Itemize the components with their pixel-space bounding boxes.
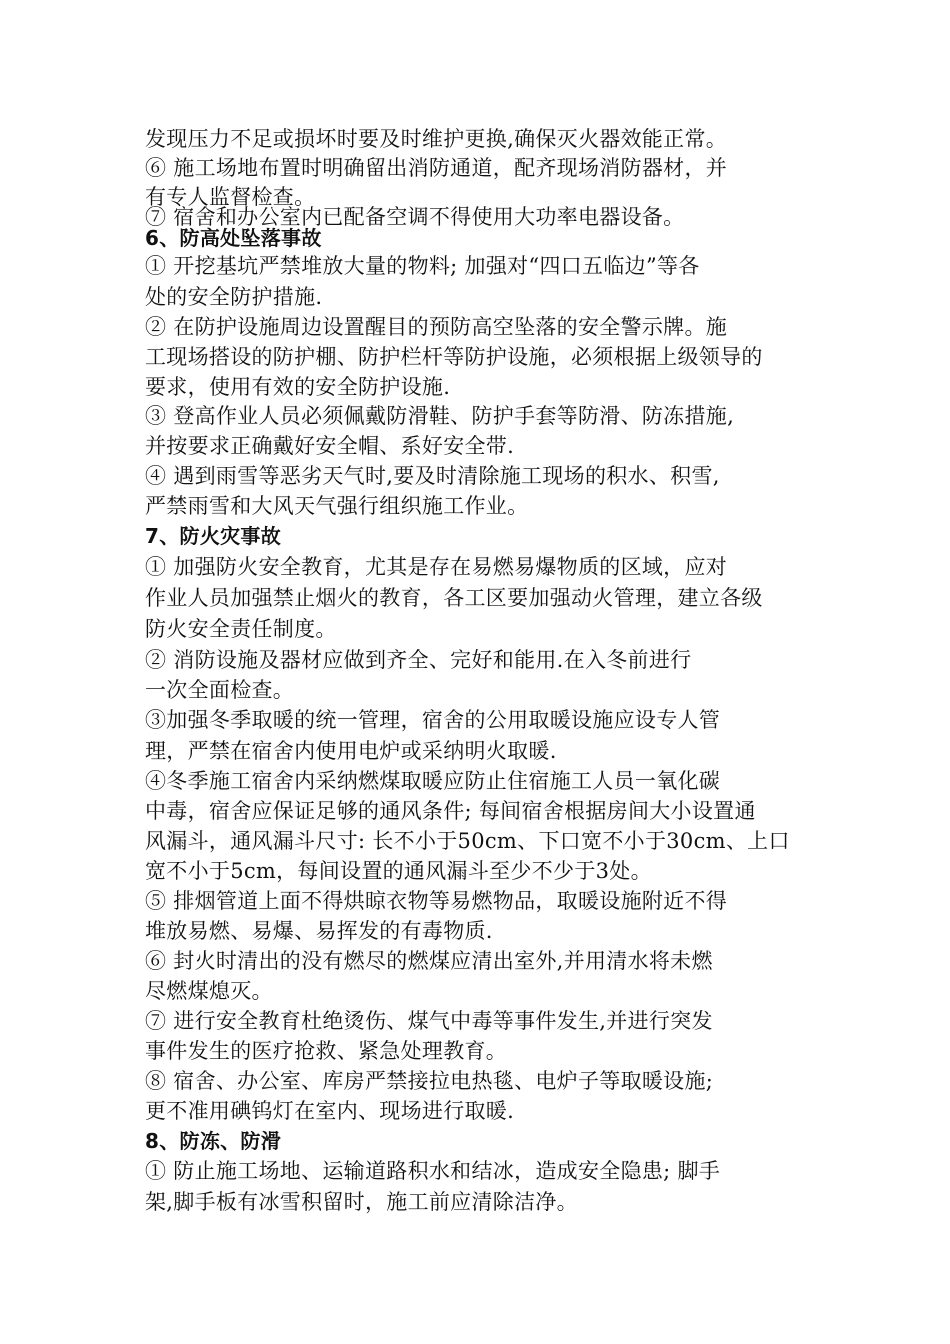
text-line: 一次全面检查。 xyxy=(145,678,295,702)
text-line: ⑦ 宿舍和办公室内已配备空调不得使用大功率电器设备。 xyxy=(145,205,685,229)
text-line: 要求，使用有效的安全防护设施. xyxy=(145,375,451,399)
text-line: 中毒，宿舍应保证足够的通风条件; 每间宿舍根据房间大小设置通 xyxy=(145,799,756,823)
text-line: 尽燃煤熄灭。 xyxy=(145,979,273,1003)
text-line: 架,脚手板有冰雪积留时，施工前应清除洁净。 xyxy=(145,1190,578,1214)
text-line: ⑦ 进行安全教育杜绝烫伤、煤气中毒等事件发生,并进行突发 xyxy=(145,1009,713,1033)
text-line: ① 防止施工场地、运输道路积水和结冰，造成安全隐患; 脚手 xyxy=(145,1159,721,1183)
section-heading-8: 8、防冻、防滑 xyxy=(145,1129,282,1153)
text-line: ③ 登高作业人员必须佩戴防滑鞋、防护手套等防滑、防冻措施, xyxy=(145,404,735,428)
text-line: ⑤ 排烟管道上面不得烘晾衣物等易燃物品，取暖设施附近不得 xyxy=(145,889,728,913)
text-line: ⑧ 宿舍、办公室、库房严禁接拉电热毯、电炉子等取暖设施; xyxy=(145,1069,714,1093)
text-line: ① 加强防火安全教育，尤其是存在易燃易爆物质的区域，应对 xyxy=(145,555,728,579)
text-line: 有专人监督检查。 xyxy=(145,185,316,209)
text-line: 更不准用碘钨灯在室内、现场进行取暖. xyxy=(145,1099,515,1123)
section-heading-7: 7、防火灾事故 xyxy=(145,524,282,548)
text-line: 事件发生的医疗抢救、紧急处理教育。 xyxy=(145,1039,508,1063)
text-line: ⑥ 封火时清出的没有燃尽的燃煤应清出室外,并用清水将未燃 xyxy=(145,949,713,973)
text-line: ⑥ 施工场地布置时明确留出消防通道，配齐现场消防器材，并 xyxy=(145,156,728,180)
text-line: ④ 遇到雨雪等恶劣天气时,要及时清除施工现场的积水、积雪, xyxy=(145,464,720,488)
text-line: ③加强冬季取暖的统一管理，宿舍的公用取暖设施应设专人管 xyxy=(145,708,721,732)
section-heading-6: 6、防高处坠落事故 xyxy=(145,226,322,250)
text-line: ② 消防设施及器材应做到齐全、完好和能用.在入冬前进行 xyxy=(145,648,692,672)
text-line: 理，严禁在宿舍内使用电炉或采纳明火取暖. xyxy=(145,739,557,763)
text-line: 发现压力不足或损坏时要及时维护更换,确保灭火器效能正常。 xyxy=(145,127,728,151)
text-line: 处的安全防护措施. xyxy=(145,285,323,309)
text-line: ② 在防护设施周边设置醒目的预防高空坠落的安全警示牌。施 xyxy=(145,315,728,339)
text-line: 风漏斗，通风漏斗尺寸: 长不小于50cm、下口宽不小于30cm、上口 xyxy=(145,829,790,853)
text-line: ① 开挖基坑严禁堆放大量的物料; 加强对“四口五临边”等各 xyxy=(145,254,700,278)
text-line: ④冬季施工宿舍内采纳燃煤取暖应防止住宿施工人员一氧化碳 xyxy=(145,769,721,793)
text-line: 作业人员加强禁止烟火的教育，各工区要加强动火管理，建立各级 xyxy=(145,586,763,610)
text-line: 防火安全责任制度。 xyxy=(145,617,337,641)
text-line: 严禁雨雪和大风天气强行组织施工作业。 xyxy=(145,494,529,518)
text-line: 并按要求正确戴好安全帽、系好安全带. xyxy=(145,434,515,458)
text-line: 宽不小于5cm，每间设置的通风漏斗至少不少于3处。 xyxy=(145,859,652,883)
text-line: 堆放易燃、易爆、易挥发的有毒物质. xyxy=(145,919,493,943)
text-line: 工现场搭设的防护棚、防护栏杆等防护设施，必须根据上级领导的 xyxy=(145,345,763,369)
